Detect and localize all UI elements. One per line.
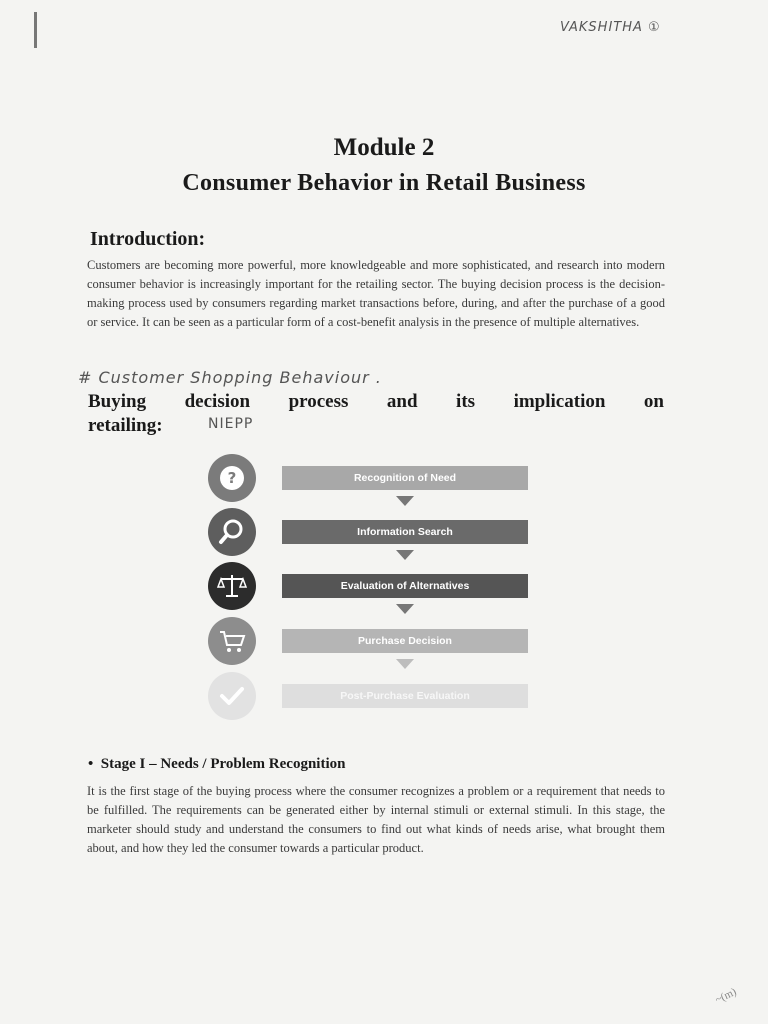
stage-label: Recognition of Need <box>282 466 528 490</box>
down-arrow-icon <box>396 659 414 669</box>
stage-label: Information Search <box>282 520 528 544</box>
buying-process-heading: Buying decision process and its implication on <box>88 391 664 412</box>
module-title: Module 2 <box>333 134 435 161</box>
process-stage <box>208 508 530 558</box>
stage-label: Evaluation of Alternatives <box>282 574 528 598</box>
margin-pen-mark <box>34 12 37 48</box>
introduction-heading: Introduction: <box>90 228 206 250</box>
down-arrow-icon <box>396 604 414 614</box>
handwritten-name: VAKSHITHA ① <box>560 20 661 35</box>
introduction-paragraph: Customers are becoming more powerful, more knowledgeable and more sophisticated, and research into modern consumer behavior is increasingly important for the retailing sector. The buying decision process is the decision-making process used by consumers regarding market transactions before, during, and after the purchase of a good or service. It can be seen as a particular form of a cost-benefit analysis in the presence of multiple alternatives. <box>87 258 665 329</box>
stage-label: Purchase Decision <box>282 629 528 653</box>
handwritten-niepp: NIEPP <box>208 416 254 432</box>
stage1-heading <box>88 756 345 773</box>
buying-process-heading-cont: retailing: <box>88 415 163 436</box>
bullet: • <box>88 756 94 772</box>
module-subtitle: Consumer Behavior in Retail Business <box>182 170 586 196</box>
svg-text:?: ? <box>227 469 237 487</box>
stage1-paragraph: It is the first stage of the buying process where the consumer recognizes a problem or a requirement that needs to be fulfilled. The requirements can be generated either by internal stimuli or external stimuli. In this stage, the marketer should study and understand the consumers to find out what kinds of needs arise, what brought them about, and how they led the consumer towards a particular product. <box>87 784 665 855</box>
process-stage <box>208 617 530 667</box>
stage-label: Post-Purchase Evaluation <box>282 684 528 708</box>
down-arrow-icon <box>396 550 414 560</box>
magnifier-icon <box>208 508 256 556</box>
question-icon <box>208 454 256 502</box>
cart-icon <box>208 617 256 665</box>
corner-scribble: ~(m) <box>713 985 739 1007</box>
process-stage <box>208 454 530 504</box>
process-stage <box>208 672 530 722</box>
process-stage <box>208 562 530 612</box>
stage1-heading-text: Stage I – Needs / Problem Recognition <box>100 756 346 772</box>
down-arrow-icon <box>396 496 414 506</box>
scales-icon <box>208 562 256 610</box>
check-icon <box>208 672 256 720</box>
handwritten-annotation: # Customer Shopping Behaviour . <box>78 368 382 387</box>
